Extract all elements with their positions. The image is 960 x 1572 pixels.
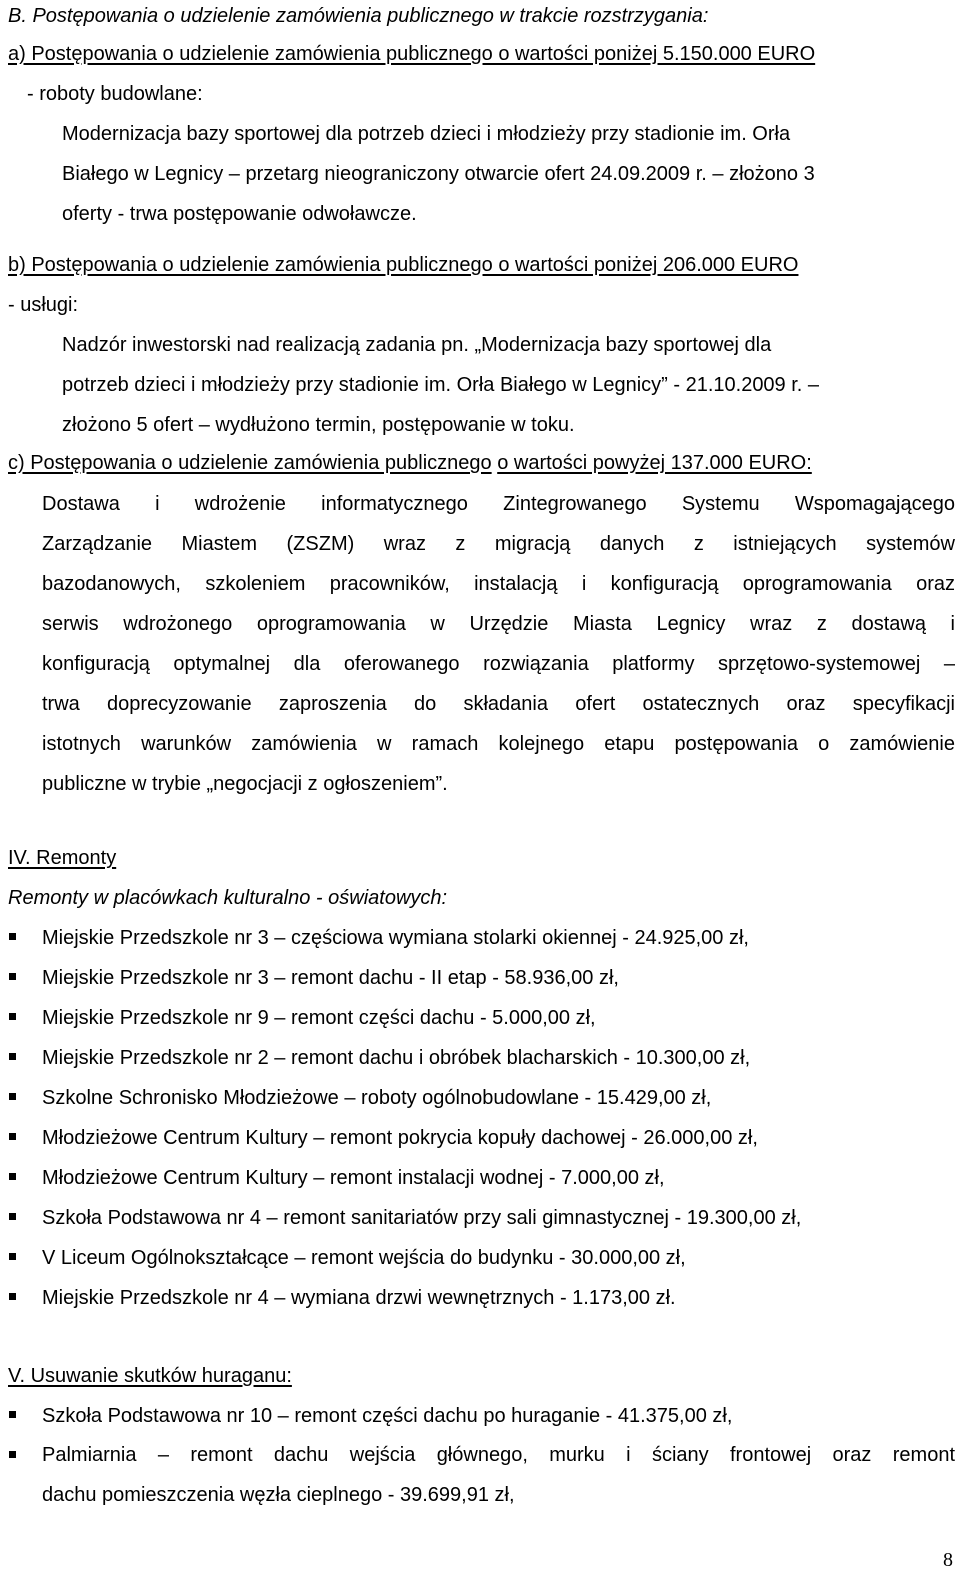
bullet-icon bbox=[9, 1253, 16, 1260]
section-iv-list-item: Miejskie Przedszkole nr 9 – remont części dachu - 5.000,00 zł, bbox=[42, 1007, 596, 1029]
bullet-icon bbox=[9, 1173, 16, 1180]
section-b-c-text-4: serwis wdrożonego oprogramowania w Urzędzie Miasta Legnicy wraz z dostawą i bbox=[42, 613, 955, 635]
section-iv-list-item: Miejskie Przedszkole nr 3 – remont dachu - II etap - 58.936,00 zł, bbox=[42, 967, 619, 989]
section-b-b-heading: b) Postępowania o udzielenie zamówienia publicznego o wartości poniżej 206.000 EURO bbox=[8, 254, 799, 276]
section-iv-heading: IV. Remonty bbox=[8, 847, 117, 869]
bullet-icon bbox=[9, 1093, 16, 1100]
section-v-heading: V. Usuwanie skutków huraganu: bbox=[8, 1365, 292, 1387]
section-b-c-text-6: trwa doprecyzowanie zaproszenia do składania ofert ostatecznych oraz specyfikacji bbox=[42, 693, 955, 715]
section-b-title: B. Postępowania o udzielenie zamówienia publicznego w trakcie rozstrzygania: bbox=[8, 5, 709, 27]
section-b-a-sub: - roboty budowlane: bbox=[27, 83, 203, 105]
section-b-c-heading-part2: o wartości powyżej 137.000 EURO: bbox=[497, 452, 812, 474]
section-b-c-text-5: konfiguracją optymalnej dla oferowanego rozwiązania platformy sprzętowo-systemowej – bbox=[42, 653, 955, 675]
bullet-icon bbox=[9, 1013, 16, 1020]
section-iv-list-item: Miejskie Przedszkole nr 4 – wymiana drzwi wewnętrznych - 1.173,00 zł. bbox=[42, 1287, 676, 1309]
bullet-icon bbox=[9, 1293, 16, 1300]
section-iv-list-item: Miejskie Przedszkole nr 3 – częściowa wymiana stolarki okiennej - 24.925,00 zł, bbox=[42, 927, 749, 949]
section-b-c-text-2: Zarządzanie Miastem (ZSZM) wraz z migracją danych z istniejących systemów bbox=[42, 533, 955, 555]
bullet-icon bbox=[9, 933, 16, 940]
section-b-b-text-1: Nadzór inwestorski nad realizacją zadania pn. „Modernizacja bazy sportowej dla bbox=[62, 334, 772, 356]
section-v-item-2-line-2: dachu pomieszczenia węzła cieplnego - 39.699,91 zł, bbox=[42, 1484, 515, 1506]
section-v-item-1: Szkoła Podstawowa nr 10 – remont części dachu po huraganie - 41.375,00 zł, bbox=[42, 1405, 733, 1427]
section-b-c-text-7: istotnych warunków zamówienia w ramach kolejnego etapu postępowania o zamówienie bbox=[42, 733, 955, 755]
section-b-b-sub: - usługi: bbox=[8, 294, 79, 316]
section-b-c-heading-part1: c) Postępowania o udzielenie zamówienia publicznego bbox=[8, 452, 492, 474]
bullet-icon bbox=[9, 1411, 16, 1418]
section-b-a-text-2: Białego w Legnicy – przetarg nieograniczony otwarcie ofert 24.09.2009 r. – złożono 3 bbox=[62, 163, 815, 185]
section-iv-list-item: Młodzieżowe Centrum Kultury – remont pokrycia kopuły dachowej - 26.000,00 zł, bbox=[42, 1127, 758, 1149]
section-b-c-text-1: Dostawa i wdrożenie informatycznego Zintegrowanego Systemu Wspomagającego bbox=[42, 493, 955, 515]
section-b-c-heading bbox=[8, 451, 812, 475]
section-b-a-text-line-1 bbox=[62, 122, 955, 146]
bullet-icon bbox=[9, 973, 16, 980]
section-iv-list-item: Szkolne Schronisko Młodzieżowe – roboty ogólnobudowlane - 15.429,00 zł, bbox=[42, 1087, 712, 1109]
page-number: 8 bbox=[943, 1549, 953, 1571]
section-b-c-text-8: publiczne w trybie „negocjacji z ogłoszeniem”. bbox=[42, 773, 448, 795]
section-b-b-text-3: złożono 5 ofert – wydłużono termin, postępowanie w toku. bbox=[62, 414, 575, 436]
section-b-a-heading: a) Postępowania o udzielenie zamówienia publicznego o wartości poniżej 5.150.000 EURO bbox=[8, 43, 816, 65]
section-b-a-text-3: oferty - trwa postępowanie odwoławcze. bbox=[62, 203, 417, 225]
bullet-icon bbox=[9, 1053, 16, 1060]
section-b-b-text-2: potrzeb dzieci i młodzieży przy stadionie im. Orła Białego w Legnicy” - 21.10.2009 r. – bbox=[62, 374, 820, 396]
section-b-a-text-1: Modernizacja bazy sportowej dla potrzeb dzieci i młodzieży przy stadionie im. Orła bbox=[62, 123, 791, 145]
section-v-item-2-line-1: Palmiarnia – remont dachu wejścia głównego, murku i ściany frontowej oraz remont bbox=[42, 1444, 955, 1466]
section-iv-list-item: V Liceum Ogólnokształcące – remont wejścia do budynku - 30.000,00 zł, bbox=[42, 1247, 686, 1269]
bullet-icon bbox=[9, 1451, 16, 1458]
section-iv-list-item: Młodzieżowe Centrum Kultury – remont instalacji wodnej - 7.000,00 zł, bbox=[42, 1167, 665, 1189]
bullet-icon bbox=[9, 1213, 16, 1220]
section-iv-subheading: Remonty w placówkach kulturalno - oświatowych: bbox=[8, 887, 448, 909]
section-b-c-text-3: bazodanowych, szkoleniem pracowników, instalacją i konfiguracją oprogramowania oraz bbox=[42, 573, 955, 595]
section-iv-list-item: Miejskie Przedszkole nr 2 – remont dachu i obróbek blacharskich - 10.300,00 zł, bbox=[42, 1047, 751, 1069]
bullet-icon bbox=[9, 1133, 16, 1140]
section-iv-list-item: Szkoła Podstawowa nr 4 – remont sanitariatów przy sali gimnastycznej - 19.300,00 zł, bbox=[42, 1207, 802, 1229]
